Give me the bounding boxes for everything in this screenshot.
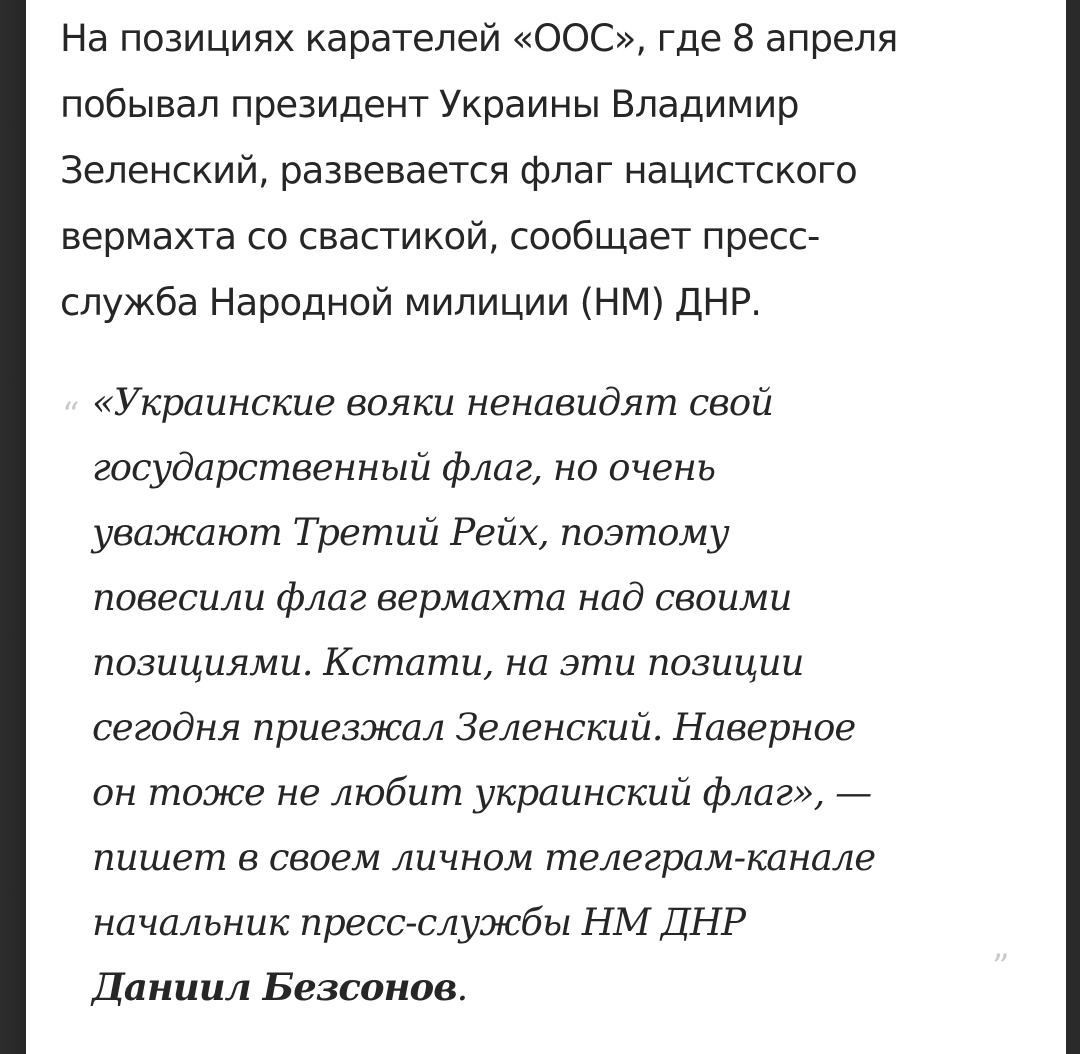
open-quote-icon: “ [62, 395, 80, 435]
close-quote-icon: ” [992, 947, 1010, 987]
lead-line: На позициях карателей «ООС», где 8 апреля [60, 17, 898, 60]
lead-line: побывал президент Украины Владимир [60, 83, 799, 126]
right-frame-edge [1066, 0, 1080, 1054]
lead-line: вермахта со свастикой, сообщает пресс- [60, 215, 820, 258]
quote-line: сегодня приезжал Зеленский. Наверное [92, 706, 856, 749]
article-lead-paragraph [60, 6, 1050, 336]
quote-line: уважают Третий Рейх, поэтому [92, 511, 729, 554]
quote-line: начальник пресс-службы НМ ДНР [92, 901, 746, 944]
lead-line: Зеленский, развевается флаг нацистского [60, 149, 857, 192]
quote-line: позициями. Кстати, на эти позиции [92, 641, 804, 684]
blockquote [92, 370, 992, 1020]
left-frame-edge [0, 0, 26, 1054]
quote-line: государственный флаг, но очень [92, 446, 715, 489]
quote-line: «Украинские вояки ненавидят свой [92, 381, 773, 424]
quote-attribution-line [92, 955, 992, 1020]
quote-line: повесили флаг вермахта над своими [92, 576, 792, 619]
article-page [26, 0, 1066, 1054]
author-suffix: . [456, 966, 468, 1009]
quote-line: он тоже не любит украинский флаг», — [92, 771, 872, 814]
quote-line: пишет в своем личном телеграм-канале [92, 836, 876, 879]
lead-line: служба Народной милиции (НМ) ДНР. [60, 281, 761, 324]
quote-author: Даниил Безсонов [92, 965, 457, 1009]
